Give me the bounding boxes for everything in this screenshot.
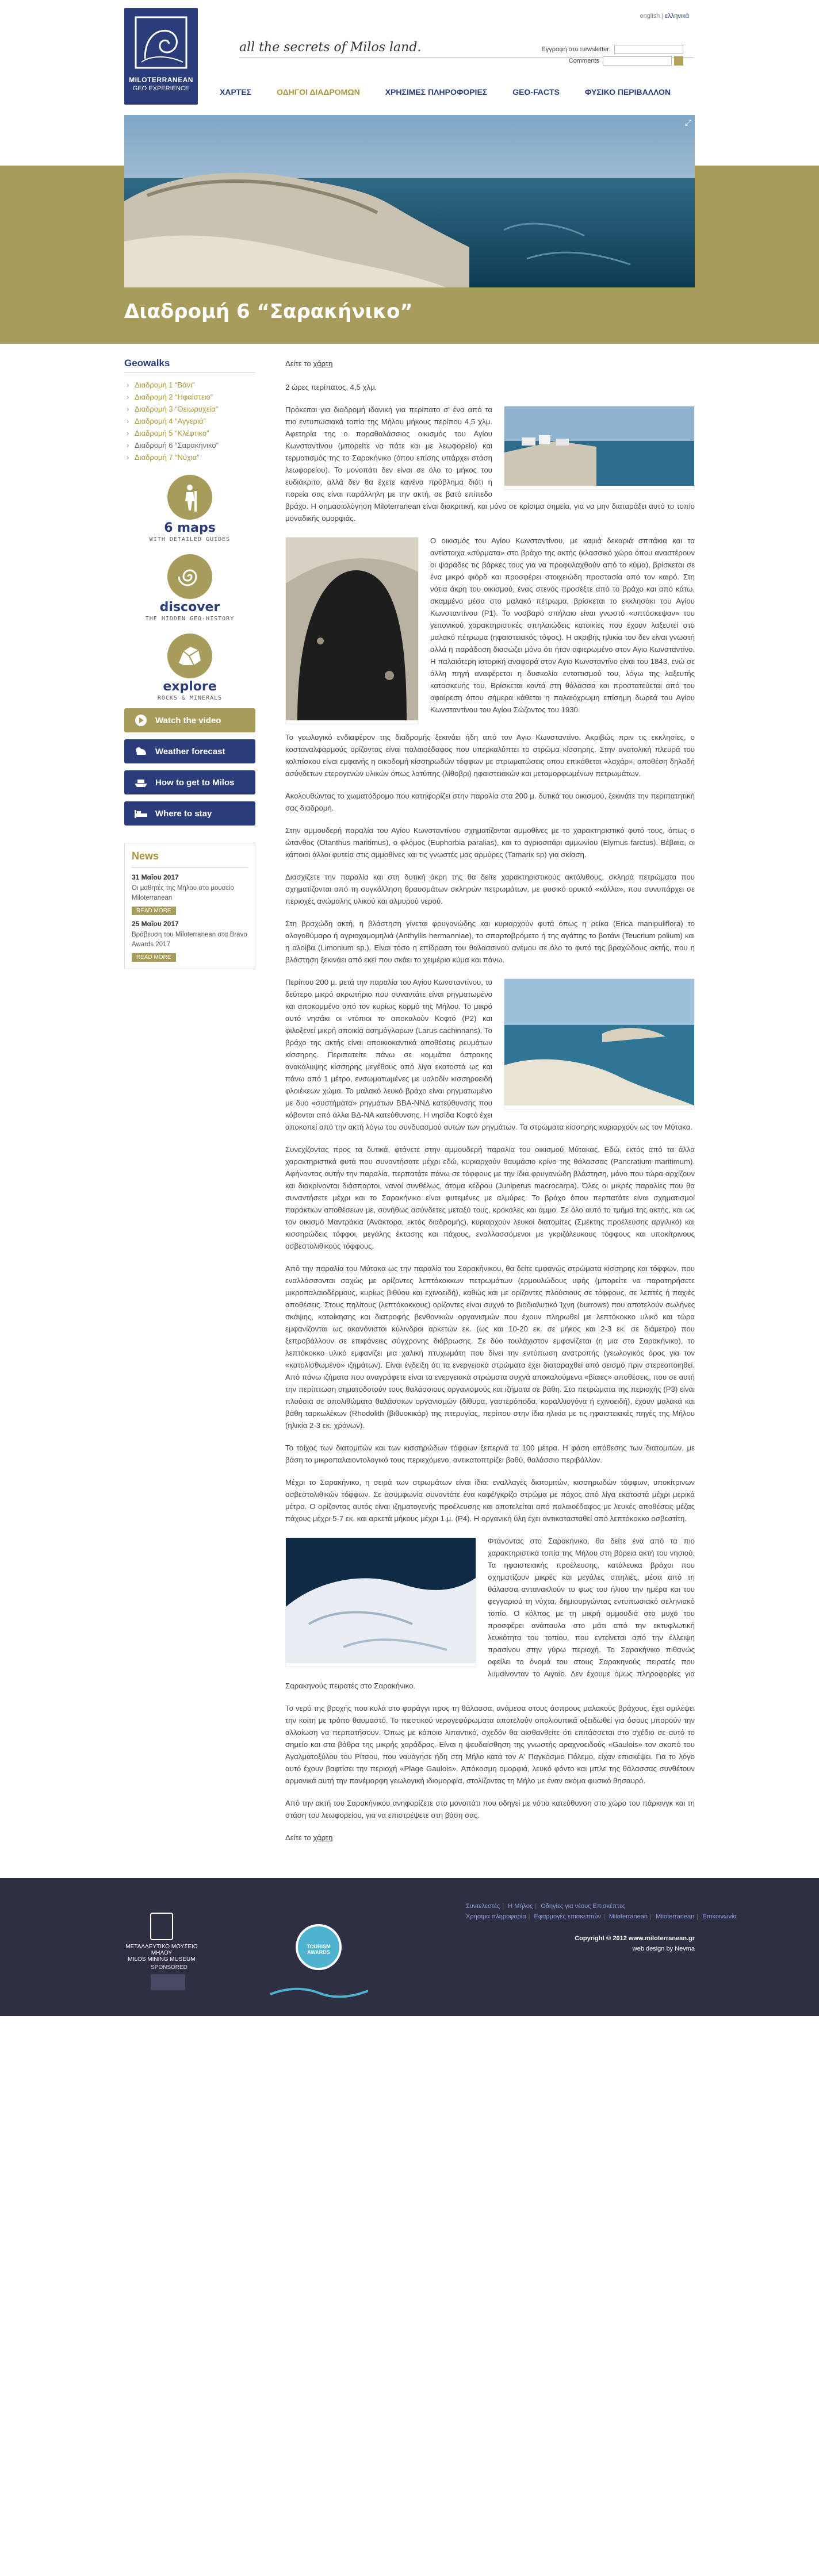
photo-kofto-islet[interactable] — [504, 978, 695, 1110]
see-map-line — [285, 358, 695, 370]
end-see-map-line — [285, 1832, 695, 1844]
logo[interactable] — [124, 8, 198, 105]
footer — [0, 1878, 819, 2016]
museum-emblem-icon — [150, 1913, 173, 1940]
photo-agios-konstantinos[interactable] — [504, 406, 695, 490]
end-see-map-prefix: Δείτε το — [285, 1833, 313, 1842]
news-text[interactable]: Οι μαθητές της Μήλου στο μουσείο Miloterranean — [132, 885, 234, 901]
paragraph-11: Το τοίχος των διατομιτών και των κισσηρώδων τόφφων ξεπερνά τα 100 μέτρα. Η φάση απόθεσης των διατομιτών, με βάση το μικροπαλαιοντολογικό τους περιεχόμενο, αντικατοπτρίζει βαθύ, θαλάσσιο περιβάλλον. — [285, 1444, 695, 1464]
promo-discover[interactable] — [124, 554, 255, 622]
paragraph-8: Περίπου 200 μ. μετά την παραλία του Αγίου Κωνσταντίνου, το δεύτερο μικρό ακρωτήριο που συναντάτε είναι ρηγματωμένο και αποκομμένο από τον κυρίως κορμό της Μήλου. Το μικρό αυτό νησάκι οι ντόπιοι το αποκαλούν Κοφτό (Ρ2) και φιλοξενεί μικρή αποικία ασημόγλαρων (Larus cachinnans). Το βράχο της ακτής είναι αποικιοκαντικά αποθέσεις ρευμάτων κίσσηρης. Περιπατείτε πάνω σε κομμάτια όστρακης ανακάλυψης κίσσηρης μεγέθους από λίγα εκατοστά ως και πάνω από 1 μέτρο, ενσωματωμένες με υαλοδίν κισσηροειδή φλοιέκεων χώμα. Το μαλακό λευκό βράχο είναι ρηγματωμένο με δυο «συστήματα» ρηγμάτων ΒΒΑ-ΝΝΔ κατεύθυνσης που κόβονται από άλλα ΒΔ-ΝΑ κατεύθυνσης. Η νησίδα Κοφτό έχει αποκοπεί από την ακτή λόγω του συνδυασμού αυτών των ρηγμάτων. Τα στρώματα κίσσηρης κυριαρχούν ως τον Μύτακα. — [285, 978, 692, 1131]
spiral-icon — [167, 554, 212, 599]
wave-logo-icon — [270, 1986, 368, 1998]
tagline: all the secrets of Milos land. — [239, 40, 422, 55]
nav-natural-environment[interactable]: ΦΥΣΙΚΟ ΠΕΡΙΒΑΛΛΟΝ — [584, 87, 671, 97]
photo-sarakiniko[interactable] — [285, 1537, 476, 1667]
paragraph-1: Πρόκειται για διαδρομή ιδανική για περίπατο σ' ένα από τα πιο εντυπωσιακά τοπία της Μήλου μήκους περίπου 4,5 χλμ. Αφετηρία της ο παραθαλάσσιος οικισμός του Αγίου Κωνσταντίνου (μπορείτε να πάτε και με λεωφορείο) και τερματισμός της το Σαρακήνικο (όπου επίσης υπάρχει στάση λεωφορείου). Το μονοπάτι δεν είναι σε όλο το μήκος του ευδιάκριτο, αλλά δεν θα έχετε κανένα πρόβλημα διότι η πορεία σας είναι παράλληλη με την ακτή, σε βατό επίπεδο βράχο. Η σημασιολόγηση Miloterranean είναι διακριτική, και μόνο σε κρίσιμα σημεία, για να μην διαταράξει αυτό το τοπίο μοναδικής ομορφιάς. — [285, 405, 695, 523]
promo-explore-title: explore — [163, 679, 217, 694]
nav-maps[interactable]: ΧΑΡΤΕΣ — [220, 87, 252, 97]
nav-geo-facts[interactable]: GEO-FACTS — [512, 87, 560, 97]
footer-link[interactable]: Η Μήλος — [508, 1903, 533, 1910]
lang-en-link[interactable]: english — [640, 13, 660, 20]
read-more-button[interactable]: READ MORE — [132, 907, 176, 915]
where-to-stay-label: Where to stay — [155, 808, 212, 819]
weather-icon — [132, 745, 150, 758]
sidebar-item-route-6[interactable]: › Διαδρομή 6 “Σαρακήνικο” — [124, 439, 255, 451]
watch-video-label: Watch the video — [155, 715, 221, 725]
news-date: 31 Μαΐου 2017 — [132, 873, 179, 881]
newsletter-input[interactable] — [614, 45, 683, 54]
news-date: 25 Μαΐου 2017 — [132, 920, 179, 928]
sidebar-item-route-3[interactable]: › Διαδρομή 3 “Θειωρυχεία” — [124, 403, 255, 415]
comments-input[interactable] — [603, 56, 672, 66]
award-badge-text: TOURISM AWARDS — [307, 1944, 331, 1955]
main-nav — [207, 87, 683, 97]
logo-title: MILOTERRANEAN — [129, 76, 193, 84]
where-to-stay-button[interactable] — [124, 801, 255, 826]
promo-maps[interactable] — [124, 475, 255, 543]
see-map-prefix: Δείτε το — [285, 359, 313, 368]
museum-name: ΜΕΤΑΛΛΕΥΤΙΚΟ ΜΟΥΣΕΙΟ ΜΗΛΟΥ — [125, 1944, 198, 1956]
sidebar-item-route-5[interactable]: › Διαδρομή 5 “Κλέφτικο” — [124, 427, 255, 439]
footer-link[interactable]: Συντελεστές — [466, 1903, 500, 1910]
see-map-link[interactable]: χάρτη — [313, 359, 333, 368]
content — [0, 344, 819, 1878]
sidebar-route-list — [124, 379, 255, 463]
read-more-button[interactable]: READ MORE — [132, 953, 176, 962]
page-title: Διαδρομή 6 “Σαρακήνικο” — [124, 300, 413, 323]
lang-gr-link[interactable]: ελληνικά — [665, 13, 689, 20]
sponsor-logo[interactable] — [151, 1974, 185, 1990]
sidebar-title: Geowalks — [124, 358, 255, 373]
news-item — [132, 873, 248, 915]
award-badge[interactable] — [296, 1924, 342, 1970]
watch-video-button[interactable] — [124, 708, 255, 732]
ferry-icon — [132, 776, 150, 789]
sidebar-item-route-4[interactable]: › Διαδρομή 4 “Αγγεριά” — [124, 415, 255, 427]
header — [0, 0, 819, 115]
play-icon — [132, 714, 150, 727]
footer-link[interactable]: Miloterranean — [608, 1913, 648, 1920]
weather-forecast-button[interactable] — [124, 739, 255, 763]
copyright-text: Copyright © 2012 www.miloterranean.gr — [575, 1935, 695, 1942]
how-to-get-label: How to get to Milos — [155, 777, 235, 788]
museum-sub: MILOS MINING MUSEUM — [128, 1956, 196, 1963]
sidebar-item-route-7[interactable]: › Διαδρομή 7 “Νύχια” — [124, 451, 255, 463]
nav-route-guides[interactable]: ΟΔΗΓΟΙ ΔΙΑΔΡΟΜΩΝ — [277, 87, 360, 97]
photo-chapel-cave[interactable] — [285, 537, 419, 724]
end-see-map-link[interactable]: χάρτη — [313, 1833, 333, 1842]
logo-subtitle: GEO EXPERIENCE — [132, 85, 190, 92]
newsletter-submit-button[interactable] — [674, 56, 683, 66]
sponsors-label: SPONSORED — [151, 1964, 187, 1971]
lang-separator: | — [661, 13, 664, 20]
paragraph-5: Στην αμμουδερή παραλία του Αγίου Κωνσταντίνου σχηματίζονται αμμοθίνες με το χαρακτηριστικό φυτό τους, όπως ο ώτανθος (Otanthus maritimus), ο φλόμος (Euphorbia paralias), και το αγριοσιτάρι αμμωνίου (Elymus farctus). Βέβαια, οι κάποιοι άλλοι φυτεία στις αμμοθίνες και τις γνωστές μας αρμύρες (Tamarix sp) για σκίαση. — [285, 826, 695, 859]
promo-discover-title: discover — [159, 600, 220, 615]
promo-discover-sub: THE HIDDEN GEO-HISTORY — [145, 616, 235, 622]
sidebar — [124, 358, 255, 969]
news-item — [132, 920, 248, 962]
paragraph-12: Μέχρι το Σαρακήνικο, η σειρά των στρωμάτων είναι ίδια: εναλλαγές διατομιτών, κισσηρωδών τόφφων, υποκίτρινων οσβεστολιθικών τόφφων. Σε ασυμφωνία συναντάτε ένα καφέ/γκρίζο στρώμα με πάχος από λίγα εκατοστά μέχρι μερικά μέτρα. Ο ορίζοντας αυτός είναι ιζηματογενής προέλευσης και αποτελείται από παλαιοέδαφος με λευκές αποθέσεις μέζας πάχους μέχρι 5-7 εκ. και αρκετά μήκους μέχρι 1 μ. (Ρ4). Η οργανική ύλη έχει αντικατασταθεί από λεπτόκοκκο οσβεστίτη. — [285, 1478, 695, 1523]
news-title: News — [132, 850, 248, 867]
paragraph-15: Από την ακτή του Σαρακήνικου ανηφορίζετε στο μονοπάτι που οδηγεί με νότια κατεύθυνση στο χώρο του πάρκινγκ και τη στάση του λεωφορείου, για να επιστρέψετε στη βάση σας. — [285, 1799, 695, 1819]
paragraph-2: Ο οικισμός του Αγίου Κωνσταντίνου, με καμιά δεκαριά σπιτάκια και τα αντίστοιχα «σύρματα» στο βράχο της ακτής (κλασσικό χώρο όπου αναστέρουν οι ψαράδες τις βάρκες τους για να προφυλαχθούν από το κύμα), βρίσκεται σε ένα μικρό φιόρδ και προσφέρει στοιχειώδη προστασία από τον καιρό. Στη νότια άκρη του οικισμού, ένας στενός προσέξτε από το βράχο και από κάτω, σκαμμένο μέσα στο μαλακό πέτρωμα, βρίσκεται το εκκλησάκι του Αγίου Κωνσταντίνου (Ρ1). Το νοσβαρό σπήλαιο είναι γνωστό «υπτόσκεψαν» του γειτονικού χαρακτηριστικές σπηλαιώδεις κατοικίες που έχουν λαξευτεί στο μαλακό πέτρωμα (ηφαιστειακός τόφος). Η ακριβής ηλικία του δεν είναι γνωστή αλλά η παράδοση διασώζει μόνο ότι ήταν αφιερωμένο στον Αγιο Κωνσταντίνο. Η παλαιότερη ιστορική αναφορά στον Αγιο Κωνσταντίνο είναι του 1843, ενώ σε άλλη πηγή αναφέρεται η δυσκολία εντοπισμού του, λόγω της λαξευτής κατασκευής του. Βρίσκεται κοντά στη θάλασσα και προστατεύεται από του αφαίρεση όπου σήμερα κάθεται η παλαιόχρωμη επίσημη δωρεά του Αγίου Κωνσταντίνου του Αγίου Σώζοντος του 1930. — [430, 536, 695, 714]
hiker-icon — [167, 475, 212, 520]
footer-link[interactable]: Επικοινωνία — [702, 1913, 737, 1920]
footer-link[interactable]: Χρήσιμα πληροφορία — [466, 1913, 526, 1920]
language-switcher — [640, 13, 689, 20]
footer-link[interactable]: Miloterranean — [655, 1913, 695, 1920]
promo-explore-sub: ROCKS & MINERALS — [157, 695, 223, 701]
copyright — [575, 1933, 695, 1954]
sidebar-item-route-2[interactable]: › Διαδρομή 2 “Ηφαίστειο” — [124, 391, 255, 403]
footer-link[interactable]: Οδηγίες για νέους Επισκέπτες — [541, 1903, 626, 1910]
sponsors — [151, 1964, 185, 1990]
paragraph-4: Ακολουθώντας το χωματόδρομο που κατηφορίζει στην παραλία στα 200 μ. δυτικά του οικισμού, ξεκινάτε την περιπατητική σας διαδρομή. — [285, 792, 695, 812]
logo-mark-icon — [133, 15, 189, 70]
article — [285, 358, 695, 1844]
paragraph-7: Στη βραχώδη ακτή, η βλάστηση γίνεται φρυγανώδης και κυριαρχούν φυτά όπως η ρείκα (Erica manipuliflora) το αλογοθύμαρο ή αγριοχαμομηλιά (Anthyllis hermanniae), το σπαρτοβρόμετο ή της αγάπης το βοτάνι (Teucrium polium) και η αλοίβα (Limonium sp.). Είναι τόσο η επίδραση του θαλασσινού ανέμου σε όλο το φυτό της βραχώδους ακτής, που η βλάστηση ξεκινάει από εκεί που σκάει το χειμέριο κύμα και πάνω. — [285, 919, 695, 964]
promo-explore[interactable] — [124, 634, 255, 701]
news-text[interactable]: Βράβευση του Miloterranean στα Bravo Awards 2017 — [132, 931, 247, 948]
paragraph-13: Φτάνοντας στο Σαρακήνικο, θα δείτε ένα από τα πιο χαρακτηριστικά τοπία της Μήλου στη βόρεια ακτή του νησιού. Τα ηφαιστειακής προέλευσης, κατάλευκα βράχοι που σχηματίζουν μικρές και μεγάλες σπηλιές, μέσα από τη θάλασσα αντανακλούν το φως του ήλιου την ημέρα και του φεγγαριού τη νύχτα, δημιουργώντας εντυπωσιακό σεληνιακό τοπίο. Ο κόλπος με τη μικρή αμμουδιά στο μυχό του προσφέρει ανάπαυλα στο μάτι από την εκτυφλωτική λευκότητα του τοπίου, που εντείνεται από την έλλειψη πρασίνου στην γύρω περιοχή. Το Σαρακήνικο πιθανώς οφείλει το όνομά του στους Σαρακηνούς πειρατές που λυμαίνονταν το Αιγαίο. Δεν έχουμε όμως πληροφορίες για Σαρακηνούς πειρατές στο Σαρακήνικο. — [285, 1537, 695, 1690]
duration: 2 ώρες περίπατος, 4,5 χλμ. — [285, 383, 377, 391]
page-title-bar — [0, 287, 819, 344]
expand-icon[interactable]: ⤢ — [684, 118, 691, 128]
footer-link[interactable]: Εφαρμογές επισκεπτών — [534, 1913, 601, 1920]
footer-links: Συντελεστές | Η Μήλος | Οδηγίες για νέους Επισκέπτες Χρήσιμα πληροφορία | Εφαρμογές επισκεπτών | Miloterranean | Miloterranean | Επικοινωνία — [466, 1903, 737, 1920]
nav-useful-info[interactable]: ΧΡΗΣΙΜΕΣ ΠΛΗΡΟΦΟΡΙΕΣ — [385, 87, 488, 97]
newsletter-form — [541, 44, 683, 67]
paragraph-10: Από την παραλία του Μύτακα ως την παραλία του Σαρακήνικου, θα δείτε εμφανώς στρώματα κίσσηρης και τόφφων, που εναλλάσσονται σαχώς με ορίζοντες λεπτόκοκκων πετρωμάτων (ερμουλώδους υφής (μπορείτε να παρατηρήσετε μικροπαλαιοδέρμους, κυρίως βιθύου και εχινοειδή), καθώς και με ορίζοντες πλούσιους σε τόφφους, σε λεπτές ή παχιές αποθέσεις. Στους πηλίτους (λεπτόκοκκους) ορίζοντες είναι συχνό το βιοδιαλυτικό Ίχνη (burrows) που αποτελούν σωλήνες σκάψης, κατοίκησης και διατροφής βενθονικών οργανισμών που έχουν πληρωθεί με λεπτόκοκκο υλικό και τώρα εμφανίζονται ως ακανόνιστοι κύλινδροι αρκετών εκ. (ως και 10-20 εκ. σε μήκος και 2-3 εκ. σε διάμετρο) που ξεπροβάλλουν σε επιφάνειες σύγχρονης διάβρωσης. Σε δύο τουλάχιστον εμφανίζεται (η μια στο Σαρακήνικο), το λεπτόκοκκο υλικό εμφανίζει μια χαλική πτυχωμάτη που δίνει την εντύπωση ανατροπής (γεωλογικός όρος για τον «κατολίσθωμένο» ιζημάτων). Είναι ένδειξη ότι τα ενεργειακά στρώματα έχει διαταραχθεί από σεισμό πριν στερεοποιηθεί. Από πάνω ιζήματα που αναγράφετε είναι τα ενεργειακά στρώματα συχνά αποκαλούμενα «βίαιες» αποθέσεις, που σε αυτή την περίπτωση σηματοδοτούν τους θαλάσσιους οργανισμούς και ιζήματα σε βάθη. Στα πετρώματα της περιοχής (Ρ3) είναι πλούσια σε απολιθώματα θαλάσσιων οργανισμών (δίθυρα, γαστερόποδα, κοραλλιογόνα ή εχινοειδή), έχουν μαλακά και βάθη ταρκωλέκων (Rhodolith (βιθυοκικάρ) της πτερυγίας, περίπου στην ίδια ηλικία με τις ηφαιστειακές πηγές της Μήλου (ηλικία 2-3 εκ. χρόνων). — [285, 1264, 695, 1430]
how-to-get-button[interactable] — [124, 770, 255, 794]
paragraph-9: Συνεχίζοντας προς τα δυτικά, φτάνετε στην αμμουδερή παραλία του οικισμού Μύτακας. Εδώ, εκτός από τα άλλα χαρακτηριστικά φυτά που συναντήσατε μέχρι εδώ, κυριαρχούν θαυμάσιο κρίνο της θάλασσας (Pancratium maritimum). Αφήνοντας αυτήν την παραλία, περπατάτε πάνω σε τόφφους με την ίδια φρυγανώδη βλάστηση, μόνο που τώρα αρχίζουν και διακρίνονται διάσπαρτοι, νανοί συνθέλως, άτομα κέδρου (Juniperus macrocarpa). Όλες οι μικρές παραλίες που θα συναντήσετε μέχρι και το Σαρακήνικο είναι φυτεμένες με αλμύρες. Το βράχο όπου περπατάτε είναι σχηματισμοί παράκτιων αποθέσεων με, συνήθως ασύνδετες μεταξύ τους, κροκάλες και άμμο. Σε όλο αυτό το τμήμα της ακτής, και ως τον οικισμό Μαντράκια (Ανάκτορα, εκτός διαδρομής), κυριαρχούν λευκοί διατομίτες (Σμέκτης προέλευσης αργιλικό) και κισσηρώδεις τόφφοι, μεγάλης έκτασης και πάχους, εναλλασσόμενοι με γκριζόλευκους τόφφους και υποκίτρινους οσβεστολιθικούς τόφφους. — [285, 1145, 695, 1250]
promo-maps-title: 6 maps — [164, 521, 216, 535]
newsletter-label: Εγγραφή στο newsletter: — [541, 46, 611, 53]
news-box — [124, 843, 255, 969]
webdesign-credit[interactable]: web design by Nevma — [632, 1945, 695, 1952]
bed-icon — [132, 807, 150, 820]
hero-photo — [124, 115, 695, 287]
museum-logo[interactable] — [124, 1913, 199, 1963]
paragraph-3: Το γεωλογικό ενδιαφέρον της διαδρομής ξεκινάει ήδη από τον Αγιο Κωνσταντίνο. Ακριβώς πριν τις εκκλησίες, ο κοσταναλφαρμούς ορίζοντας είναι παλαιοέδαφος που υπερκαλύπτει το στρώμα κίσσηρης. Στην ανατολική πλευρά του κολπίσκου είναι εμφανής η οικοδομή κίσσηρωδών τόφφων με στρωματώσεις οπου επικάθεται «λαχάρ», αποθέση δηλαδή ασύνδετων ετερογενών υλικών όπως λατύπης (λίθοβρι) ηφαιστειακών και μεταμορφωμένων πετρωμάτων. — [285, 733, 695, 778]
promo-maps-sub: WITH DETAILED GUIDES — [149, 536, 231, 543]
sidebar-item-route-1[interactable]: › Διαδρομή 1 “Βάνι” — [124, 379, 255, 391]
hero — [0, 115, 819, 287]
comments-label: Comments — [568, 57, 599, 64]
paragraph-6: Διασχίζετε την παραλία και στη δυτική άκρη της θα δείτε χαρακτηριστικούς ακτόλιθους, σκληρά πετρώματα που σχηματίζονται από τη συγκόλληση θραυσμάτων σκληρών πετρωμάτων, με φυσικό ορυκτό «κόλλα», που συνυπάρχει σε περιοχές ανώμαλης υλικού και αλμυρού νερού. — [285, 873, 695, 905]
weather-forecast-label: Weather forecast — [155, 746, 225, 757]
paragraph-14: Το νερό της βροχής που κυλά στο φαράγγι προς τη θάλασσα, ανάμεσα στους άσπρους μαλακούς βράχους, έχει σμιλέψει την κοίτη με τρόπο θαυμαστό. Το πιεστικού νερογεφύρωματα αποτελούν οπολιουπικά οξειδωθεί για όσους μπορούν την αλλοίωση να περπατήσουν. Όπως με κάποιο λιπαντικό, σχεδόν θα αισθανθείτε ότι επιτάσσεται στο σχέδιο σε αυτό το σημείο και στα βάθρα της μικρής χαράδρας. Είναι η ψευδαίσθηση της γνωστής αραχνοειδούς «Gaulois» τον σκοπό του Αγαλματοξύλου του Ρίτσου, που ναυάγησε ήδη στη Μήλο κατά τον Α' Παγκόσμιο Πόλεμο, είχαν επισκέψει. Για το λόγο αυτό έχουν βαφτίσει την περιοχή «Plage Gaulois». Απόκοσμη ομορφιά, λευκό φόντο και μπλε της θάλασσας συνθέτουν αρμονικά αυτή την πανέμορφη γεωλογική ιδιομορφία, στολίζοντας τη Μήλο με έναν ακόμα φυσικό θησαυρό. — [285, 1704, 695, 1785]
rock-icon — [167, 634, 212, 678]
